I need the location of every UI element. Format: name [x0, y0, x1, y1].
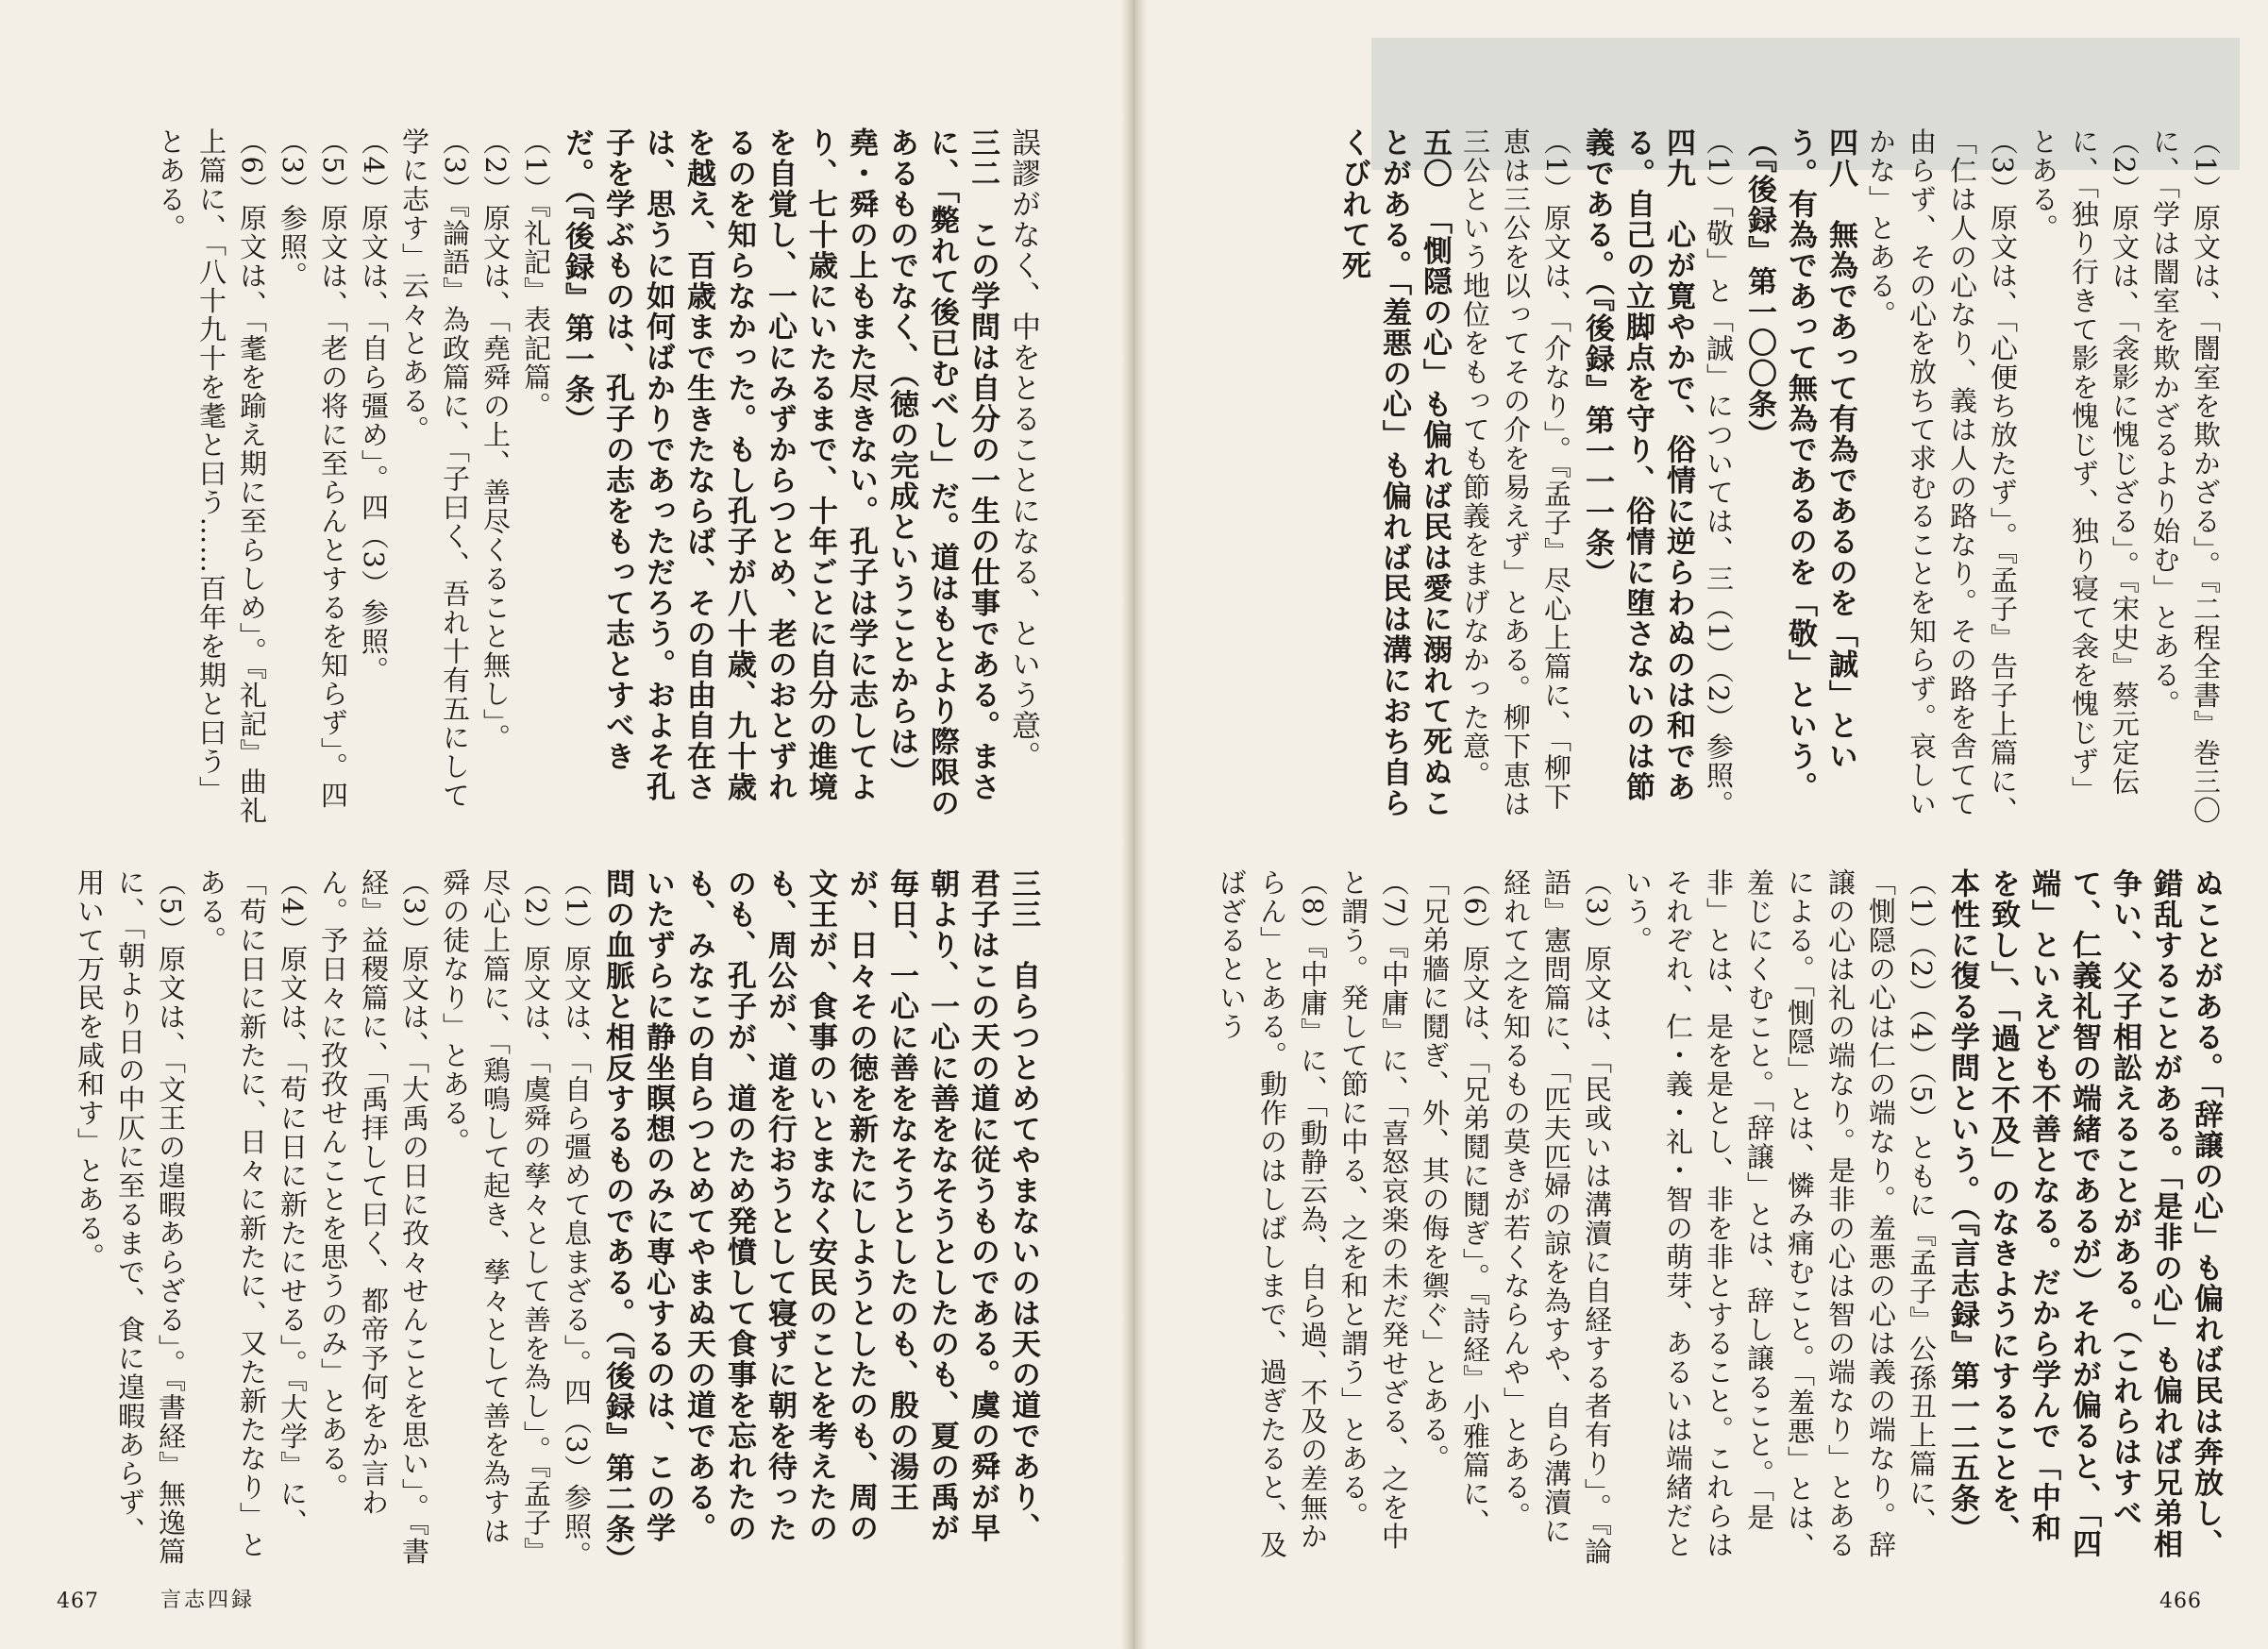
right-upper-line-2: （3）原文は、「心便ち放たず」。『孟子』告子上篇に、「仁は人の心なり、義は人の路なり。その路を舎てて由らず、その心を放ちて求むることを知らず。哀しいかな」とある。: [1865, 127, 2019, 825]
right-upper-line-6: （1）原文は、「介なり」。『孟子』尽心上篇に、「柳下恵は三公を以ってその介を易えず」とある。柳下恵は三公という地位をもっても節義をまげなかった意。: [1459, 127, 1572, 818]
right-upper-line-4: （1）「敬」と「誠」については、三（1）（2）参照。: [1703, 127, 1735, 819]
left-lower-line-4: （4）原文は、「苟に日に新たにせる」。『大学』に、「苟に日に新たに、日々に新たに、又た新たなり」とある。: [195, 868, 309, 1559]
left-lower-line-1: （1）原文は、「自ら彊めて息まざる」。四（3）参照。: [561, 868, 593, 1570]
right-lower-line-3: （6）原文は、「兄弟鬩に鬩ぎ」。『詩経』小雅篇に、「兄弟牆に鬩ぎ、外、其の侮を禦ぐ」とある。: [1419, 868, 1491, 1538]
left-upper-column: [52, 127, 1043, 831]
left-lower-line-3: （3）原文は、「大禹の日に孜々せんことを思い」。『書経』益稷篇に、「禹拝して曰く、都帝予何をか言わん。予日々に孜孜せんことを思うのみ」とある。: [317, 868, 430, 1566]
left-upper-line-4: （3）『論語』為政篇に、「子曰く、吾れ十有五にして学に志す」云々とある。: [398, 127, 471, 810]
left-lower-line-5: （5）原文は、「文王の遑暇あらざる」。『書経』無逸篇に、「朝より日の中仄に至るまで、食に遑暇あらず、用いて万民を咸和す」とある。: [74, 868, 187, 1566]
right-page-number: 466: [2159, 1590, 2202, 1613]
right-page: [1135, 0, 2268, 1649]
left-lower-line-0: 三三 自らつとめてやまないのは天の道であり、君子はこの天の道に従うものである。虞の舜が早朝より、一心に善をなそうとしたのも、夏の禹が毎日、一心に善をなそうとしたのも、殷の湯王が、日々その徳を新たにしようとしたのも、周の文王が、食事のいとまなく安民のことを考えたのも、周公が、道を行おうとして寝ずに朝を待ったのも、孔子が、道のため発憤して食事を忘れたのも、みなこの自らつとめてやまぬ天の道である。いたずらに静坐瞑想のみに専心するのは、この学問の血脈と相反するものである。（『後録』第二条）: [600, 868, 1040, 1575]
left-upper-line-6: （5）原文は、「老の将に至らんとするを知らず」。四（3）参照。: [277, 127, 349, 810]
left-lower-line-2: （2）原文は、「虞舜の孳々として善を為し」。『孟子』尽心上篇に、「鶏鳴して起き、孳々として善を為すは舜の徒なり」とある。: [439, 868, 552, 1566]
left-lower-column: [52, 868, 1043, 1575]
right-lower-line-5: （8）『中庸』に、「動静云為、自ら過、不及の差無からん」とある。動作のはしばしまで、過ぎたると、及ばざるという: [1216, 868, 1329, 1559]
right-lower-line-2: （3）原文は、「民或いは溝瀆に自経する者有り」。『論語』憲問篇に、「匹夫匹婦の諒を為すや、自ら溝瀆に経れて之を知るもの莫きが若くならんや」とある。: [1500, 868, 1613, 1566]
right-upper-line-0: （1）原文は、「闇室を欺かざる」。『二程全書』巻三〇に、「学は闇室を欺かざるより始む」とある。: [2149, 127, 2222, 825]
right-lower-line-1: （1）（2）（4）（5）ともに『孟子』公孫丑上篇に、「惻隠の心は仁の端なり。羞悪の心は義の端なり。辞譲の心は礼の端なり。是非の心は智の端なり」とあるによる。「惻隠」とは、憐み痛むこと。「羞悪」とは、羞じにくむこと。「辞譲」とは、辞し譲ること。「是非」とは、是を是とし、非を非とすること。これらはそれぞれ、仁・義・礼・智の萌芽、あるいは端緒だという。: [1621, 868, 1938, 1561]
right-upper-line-3: 四八 無為であって有為であるのを「誠」という。有為であって無為であるのを「敬」という。（『後録』第一〇〇条）: [1742, 127, 1857, 802]
left-running-head: 言志四録: [160, 1589, 256, 1612]
left-upper-line-3: （2）原文は、「堯舜の上、善尽くること無し」。: [479, 127, 512, 752]
right-upper-line-1: （2）原文は、「衾影に愧じざる」。『宋史』蔡元定伝に、「独り行きて影を愧じず、独り寝て衾を愧じず」とある。: [2027, 127, 2141, 805]
right-lower-line-4: （7）『中庸』に、「喜怒哀楽の未だ発せざる、之を中と謂う。発して節に中る、之を和と謂う」とある。: [1337, 868, 1410, 1551]
right-lower-line-0: ぬことがある。「辞譲の心」も偏れば民は奔放し、錯乱することがある。「是非の心」も偏れば兄弟相争い、父子相訟えることがある。（これらはすべて、仁義礼智の端緒であるが）それが偏ると、「四端」といえども不善となる。だから学んで「中和を致し」、「過と不及」のなきようにすることを、本性に復る学問という。（『言志録』第一二五条）: [1945, 868, 2223, 1559]
left-page-number: 467: [57, 1590, 99, 1613]
left-upper-line-0: 誤謬がなく、中をとることになる、という意。: [1006, 127, 1040, 772]
left-upper-line-1: 三二 この学問は自分の一生の仕事である。まさに、「斃れて後已むべし」だ。道はもとより際限のあるものでなく、（徳の完成ということからは）堯・舜の上もまた尽きない。孔子は学に志してより、七十歳にいたるまで、十年ごとに自分の進境を自覚し、一心にみずからつとめ、老のおとずれるのを知らなかった。もし孔子が八十歳、九十歳を越え、百歳まで生きたならば、その自由自在さは、思うに如何ばかりであっただろう。およそ孔子を学ぶものは、孔子の志をもって志とすべきだ。（『後録』第一条）: [560, 127, 1000, 818]
right-upper-line-7: 五〇 「惻隠の心」も偏れば民は愛に溺れて死ぬことがある。「羞悪の心」も偏れば民は溝におち自らくびれて死: [1336, 127, 1452, 818]
left-upper-line-7: （6）原文は、「耄を踰え期に至らしめ」。『礼記』曲礼上篇に、「八十九十を耄と曰う……百年を期と曰う」とある。: [155, 127, 268, 825]
left-upper-line-5: （4）原文は、「自ら彊め」。四（3）参照。: [358, 127, 390, 685]
right-upper-column: [1225, 127, 2226, 831]
right-lower-column: [1216, 868, 2226, 1572]
book-gutter: [1121, 0, 1147, 1649]
left-page: [0, 0, 1133, 1649]
right-upper-line-5: 四九 心が寛やかで、俗情に逆らわぬのは和である。自己の立脚点を守り、俗情に堕さないのは節義である。（『後録』第一一一条）: [1580, 127, 1695, 802]
left-upper-line-2: （1）『礼記』表記篇。: [520, 127, 552, 421]
